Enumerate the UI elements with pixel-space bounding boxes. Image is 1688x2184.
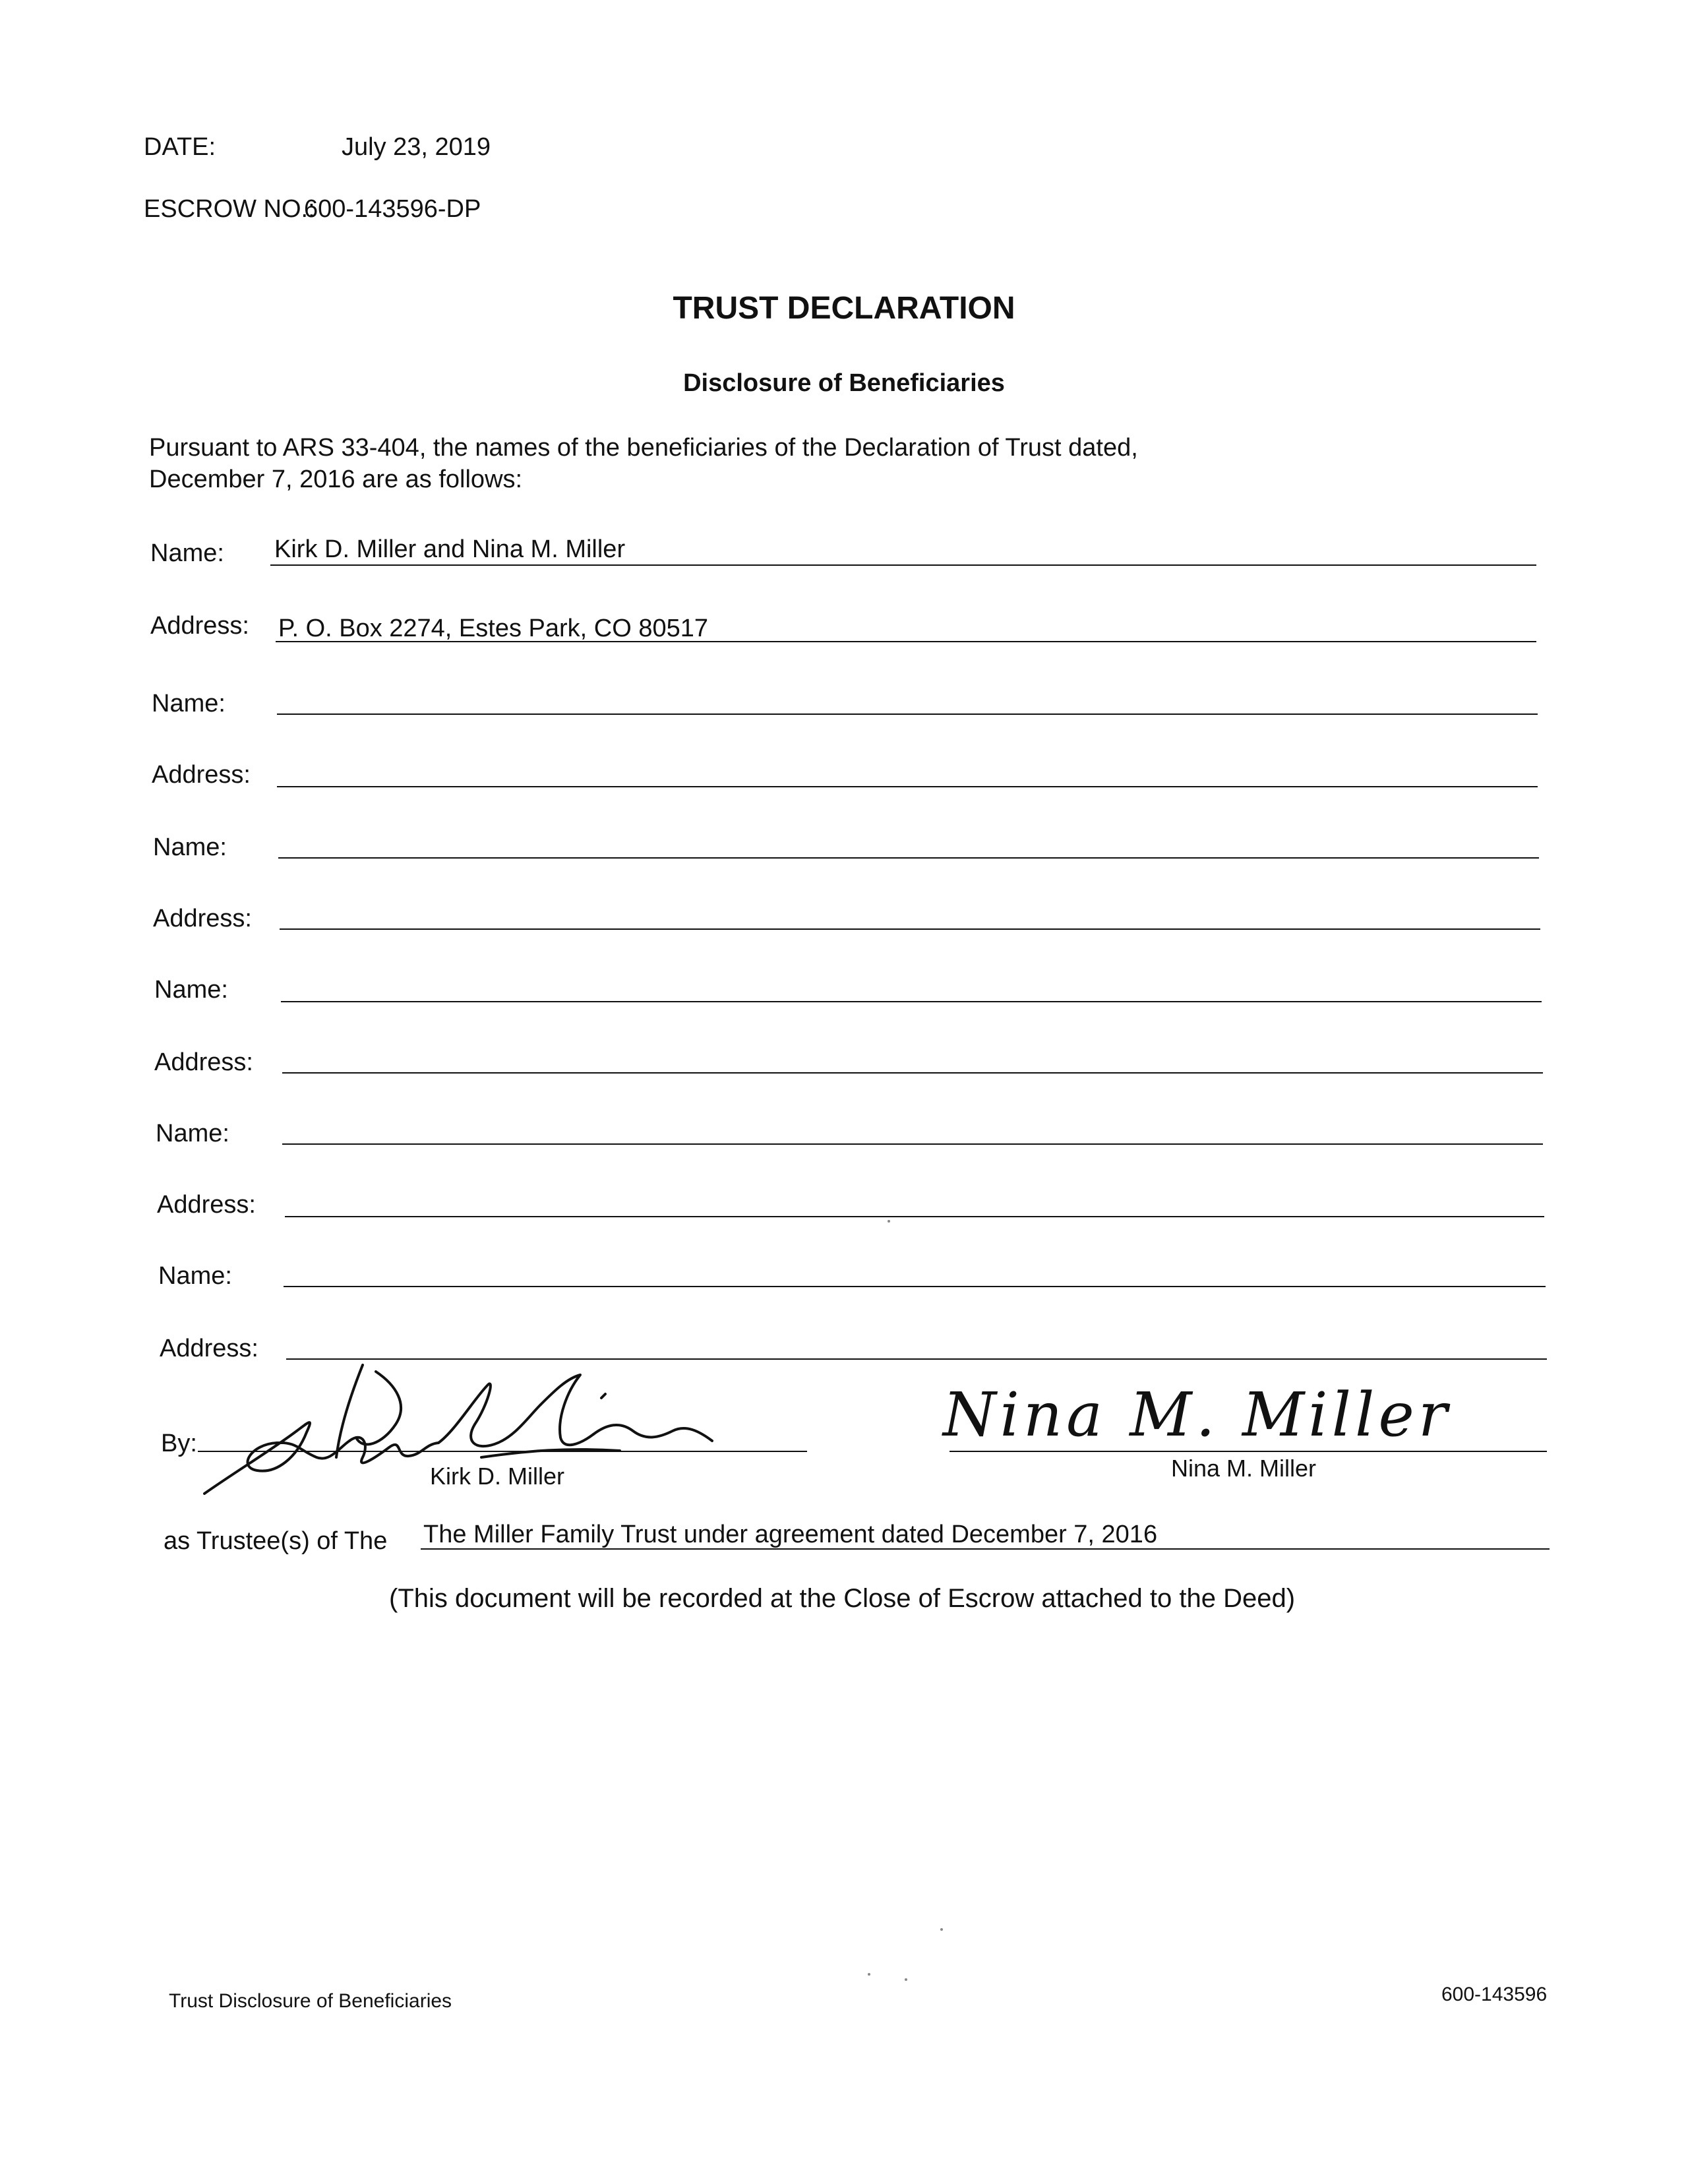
document-title: TRUST DECLARATION: [673, 291, 1015, 326]
address-label: Address:: [152, 761, 251, 789]
nina-signature-handwritten: Nina M. Miller: [943, 1380, 1451, 1450]
scan-speck: [888, 1220, 890, 1223]
signature-line-2: [950, 1451, 1547, 1452]
escrow-label: ESCROW NO.:: [144, 195, 315, 223]
address-field-line: [282, 1072, 1543, 1074]
trustee-label: as Trustee(s) of The: [164, 1527, 388, 1555]
address-label: Address:: [153, 905, 252, 932]
signer-1-name: Kirk D. Miller: [430, 1463, 564, 1490]
intro-line-2: December 7, 2016 are as follows:: [149, 466, 523, 493]
name-label: Name:: [150, 539, 224, 567]
footer-left: Trust Disclosure of Beneficiaries: [169, 1990, 452, 2012]
address-label: Address:: [150, 612, 249, 640]
name-label: Name:: [153, 834, 227, 861]
name-field-line: [278, 857, 1539, 859]
name-label: Name:: [152, 690, 226, 717]
date-label: DATE:: [144, 133, 216, 161]
scan-speck: [868, 1973, 870, 1976]
name-field-line: [281, 1001, 1542, 1002]
address-label: Address:: [157, 1191, 256, 1219]
address-field-line: [285, 1216, 1544, 1217]
signer-2-name: Nina M. Miller: [1171, 1455, 1317, 1482]
footer-right: 600-143596: [1441, 1984, 1548, 2005]
name-label: Name:: [154, 976, 228, 1004]
beneficiary-address-value: P. O. Box 2274, Estes Park, CO 80517: [278, 615, 708, 642]
signature-line-1: [198, 1451, 807, 1452]
scan-speck: [905, 1978, 907, 1981]
by-label: By:: [161, 1430, 197, 1457]
document-subtitle: Disclosure of Beneficiaries: [683, 369, 1005, 397]
address-field-line: [280, 928, 1540, 930]
name-label: Name:: [158, 1262, 232, 1290]
recording-note: (This document will be recorded at the Close of Escrow attached to the Deed): [389, 1584, 1296, 1613]
name-label: Name:: [156, 1120, 229, 1147]
date-value: July 23, 2019: [342, 133, 491, 161]
intro-line-1: Pursuant to ARS 33-404, the names of the beneficiaries of the Declaration of Trust dated,: [149, 434, 1138, 462]
beneficiary-name-value: Kirk D. Miller and Nina M. Miller: [274, 535, 626, 563]
name-field-line: [270, 564, 1536, 566]
scan-speck: [940, 1928, 943, 1931]
address-label: Address:: [160, 1335, 258, 1362]
escrow-value: 600-143596-DP: [304, 195, 481, 223]
name-field-line: [284, 1286, 1546, 1287]
name-field-line: [282, 1143, 1543, 1145]
address-field-line: [277, 786, 1538, 787]
address-label: Address:: [154, 1048, 253, 1076]
trust-name-value: The Miller Family Trust under agreement dated December 7, 2016: [423, 1521, 1158, 1548]
name-field-line: [277, 713, 1538, 715]
